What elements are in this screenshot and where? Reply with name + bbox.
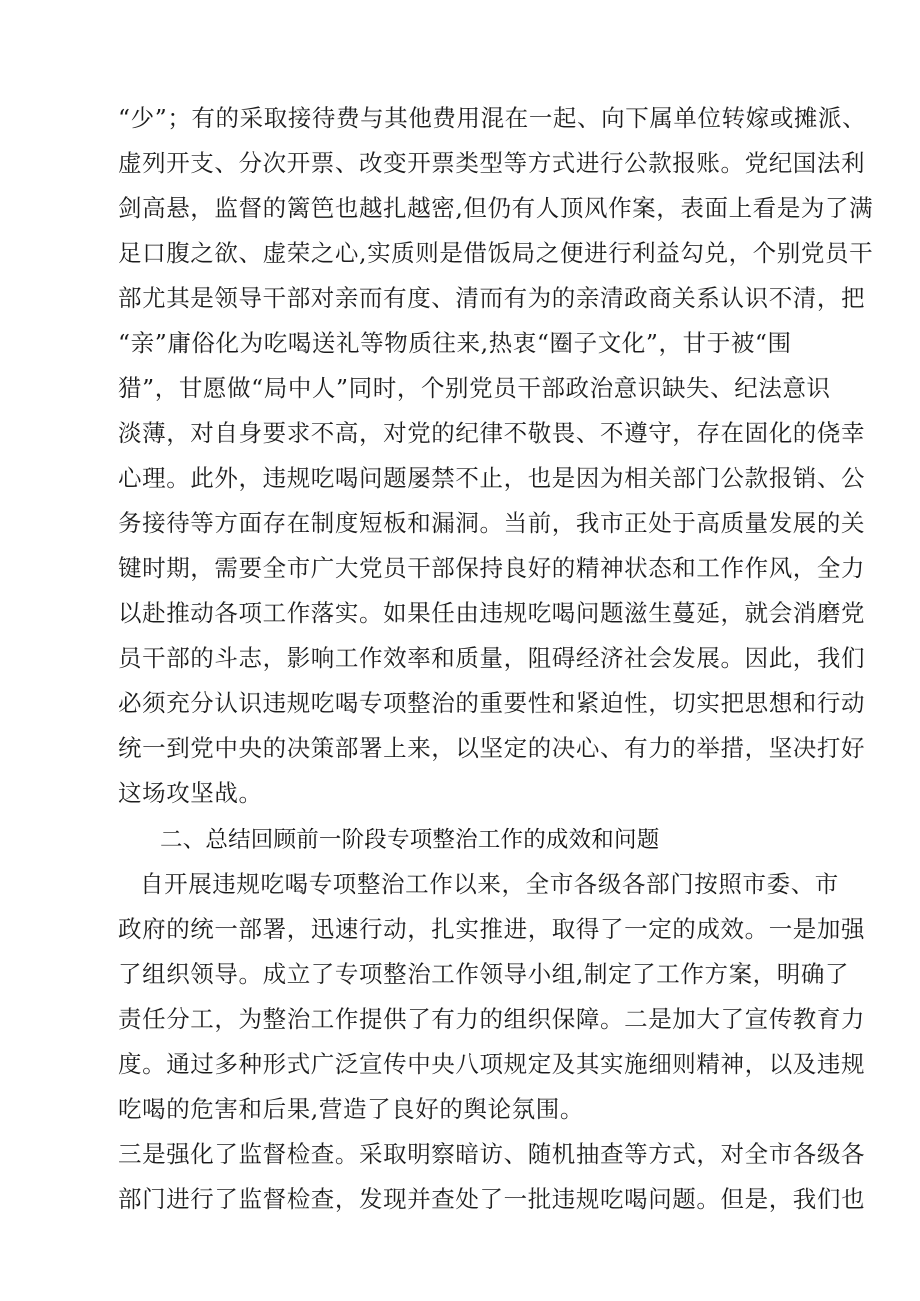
paragraph-line: 吃喝的危害和后果,营造了良好的舆论氛围。 <box>118 1095 584 1123</box>
paragraph-line: 员干部的斗志，影响工作效率和质量，阻碍经济社会发展。因此，我们 <box>118 644 866 672</box>
paragraph-line: 心理。此外，违规吃喝问题屡禁不止，也是因为相关部门公款报销、公 <box>118 464 866 492</box>
paragraph-line: 淡薄，对自身要求不高，对党的纪律不敬畏、不遵守，存在固化的侥幸 <box>118 419 866 447</box>
paragraph-line: 了组织领导。成立了专项整治工作领导小组,制定了工作方案，明确了 <box>118 960 850 988</box>
paragraph-line: 务接待等方面存在制度短板和漏洞。当前，我市正处于高质量发展的关 <box>118 509 866 537</box>
paragraph-line: 剑高悬，监督的篱笆也越扎越密,但仍有人顶风作案，表面上看是为了满 <box>118 194 874 222</box>
paragraph-line: 部尤其是领导干部对亲而有度、清而有为的亲清政商关系认识不清，把 <box>118 284 866 312</box>
paragraph-line: 键时期，需要全市广大党员干部保持良好的精神状态和工作作风，全力 <box>118 554 866 582</box>
paragraph-line: 部门进行了监督检查，发现并查处了一批违规吃喝问题。但是，我们也 <box>118 1185 866 1213</box>
paragraph-line: 自开展违规吃喝专项整治工作以来，全市各级各部门按照市委、市 <box>140 870 839 898</box>
paragraph-line: 足口腹之欲、虚荣之心,实质则是借饭局之便进行利益勾兑，个别党员干 <box>118 239 874 267</box>
paragraph-line: 三是强化了监督检查。采取明察暗访、随机抽查等方式，对全市各级各 <box>118 1140 866 1168</box>
paragraph-line: 猎”，甘愿做“局中人”同时，个别党员干部政治意识缺失、纪法意识 <box>118 374 831 402</box>
paragraph-line: “少”；有的采取接待费与其他费用混在一起、向下属单位转嫁或摊派、 <box>118 104 867 132</box>
paragraph-line: “亲”庸俗化为吃喝送礼等物质往来,热衷“圈子文化”，甘于被“围 <box>118 329 792 357</box>
paragraph-line: 以赴推动各项工作落实。如果任由违规吃喝问题滋生蔓延，就会消磨党 <box>118 599 866 627</box>
paragraph-line: 责任分工，为整治工作提供了有力的组织保障。二是加大了宣传教育力 <box>118 1005 866 1033</box>
paragraph-line: 虚列开支、分次开票、改变开票类型等方式进行公款报账。党纪国法利 <box>118 149 866 177</box>
paragraph-line: 统一到党中央的决策部署上来，以坚定的决心、有力的举措，坚决打好 <box>118 734 866 762</box>
paragraph-line: 度。通过多种形式广泛宣传中央八项规定及其实施细则精神，以及违规 <box>118 1050 866 1078</box>
paragraph-line: 政府的统一部署，迅速行动，扎实推进，取得了一定的成效。一是加强 <box>118 915 866 943</box>
paragraph-line: 这场攻坚战。 <box>118 779 263 807</box>
section-heading: 二、总结回顾前一阶段专项整治工作的成效和问题 <box>160 827 660 853</box>
paragraph-line: 必须充分认识违规吃喝专项整治的重要性和紧迫性，切实把思想和行动 <box>118 689 866 717</box>
